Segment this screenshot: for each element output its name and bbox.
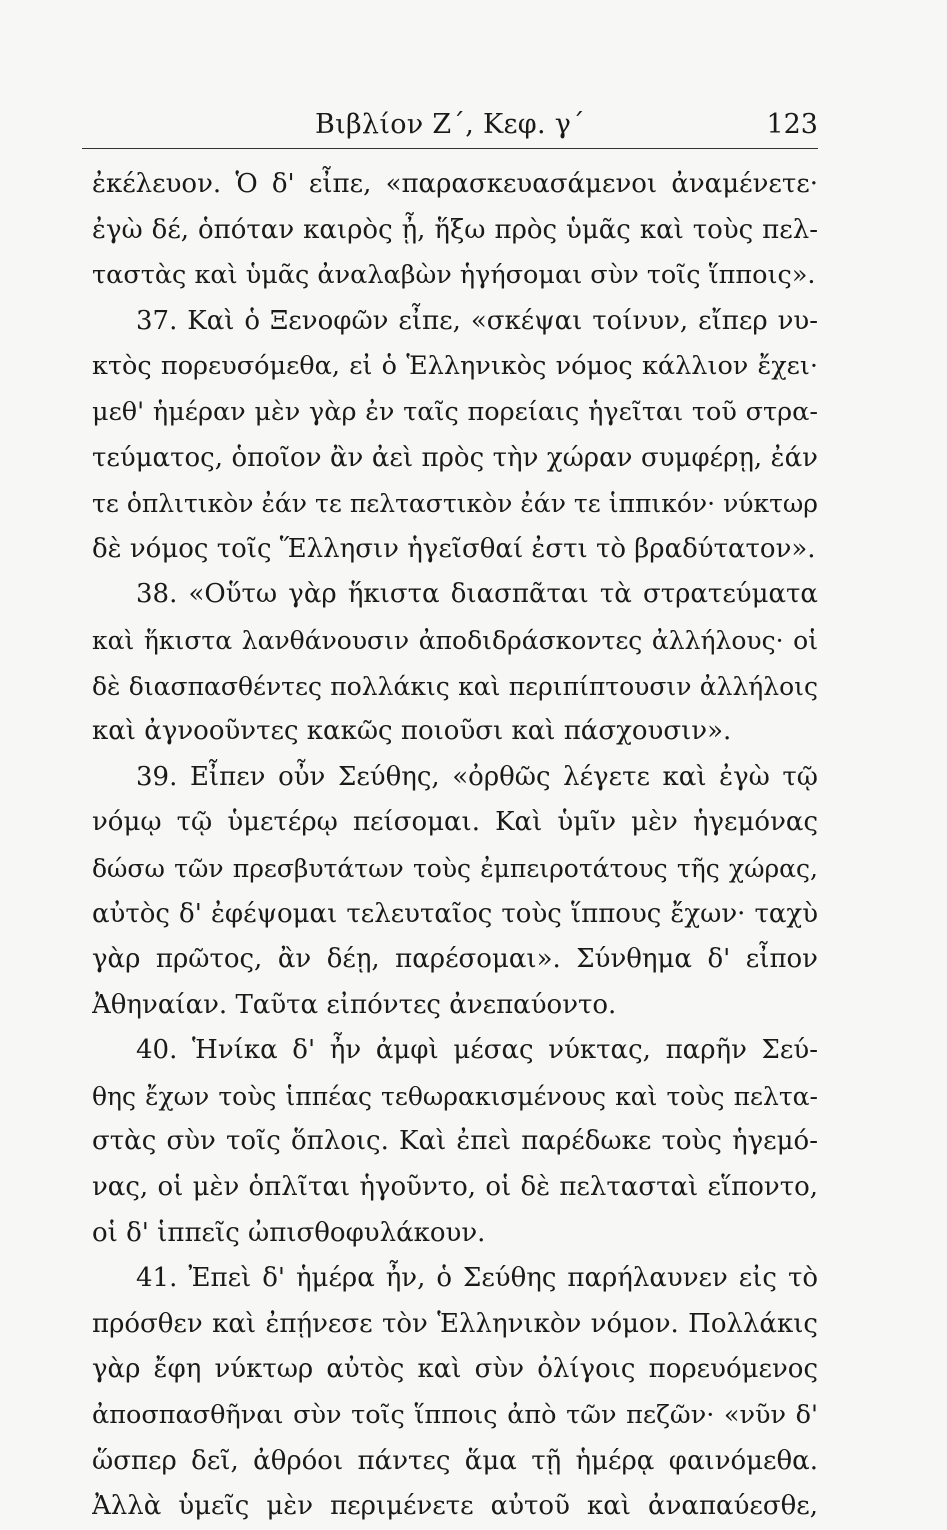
- text-line: γὰρ πρῶτος, ἂν δέῃ, παρέσομαι». Σύνθημα δ' εἶπον: [92, 944, 818, 975]
- text-line: τε ὁπλιτικὸν ἐάν τε πελταστικὸν ἐάν τε ἱππικόν· νύκτωρ: [92, 489, 818, 519]
- text-line: νας, οἱ μὲν ὁπλῖται ἡγοῦντο, οἱ δὲ πελτασταὶ εἵποντο,: [92, 1172, 818, 1203]
- text-line: ἐκέλευον. Ὁ δ' εἶπε, «παρασκευασάμενοι ἀναμένετε·: [92, 169, 818, 199]
- text-line: δώσω τῶν πρεσβυτάτων τοὺς ἐμπειροτάτους τῆς χώρας,: [92, 853, 818, 883]
- running-title: Βιβλίον Ζ΄, Κεφ. γ΄: [315, 109, 585, 140]
- text-line: ταστὰς καὶ ὑμᾶς ἀναλαβὼν ἡγήσομαι σὺν τοῖς ἵπποις».: [92, 260, 816, 291]
- text-line: θης ἔχων τοὺς ἱππέας τεθωρακισμένους καὶ τοὺς πελτα-: [92, 1081, 818, 1111]
- page-number: 123: [766, 109, 818, 140]
- body-text: [92, 162, 818, 1530]
- text-line: 40. Ἡνίκα δ' ἦν ἀμφὶ μέσας νύκτας, παρῆν Σεύ-: [136, 1035, 818, 1066]
- text-line: μεθ' ἡμέραν μὲν γὰρ ἐν ταῖς πορείαις ἡγεῖται τοῦ στρα-: [92, 396, 818, 427]
- text-line: στὰς σὺν τοῖς ὅπλοις. Καὶ ἐπεὶ παρέδωκε τοὺς ἡγεμό-: [92, 1126, 818, 1157]
- text-line: ὥσπερ δεῖ, ἀθρόοι πάντες ἅμα τῇ ἡμέρᾳ φαινόμεθα.: [92, 1445, 818, 1476]
- text-line: 37. Καὶ ὁ Ξενοφῶν εἶπε, «σκέψαι τοίνυν, εἴπερ νυ-: [136, 305, 818, 336]
- text-line: Ἀλλὰ ὑμεῖς μὲν περιμένετε αὐτοῦ καὶ ἀναπαύεσθε,: [92, 1491, 818, 1522]
- text-line: καὶ ἥκιστα λανθάνουσιν ἀποδιδράσκοντες ἀλλήλους· οἱ: [92, 625, 818, 655]
- text-line: 41. Ἐπεὶ δ' ἡμέρα ἦν, ὁ Σεύθης παρήλαυνεν εἰς τὸ: [136, 1263, 818, 1294]
- text-line: κτὸς πορευσόμεθα, εἰ ὁ Ἑλληνικὸς νόμος κάλλιον ἔχει·: [92, 351, 818, 382]
- header-rule: [82, 148, 818, 149]
- text-line: δὲ νόμος τοῖς Ἕλλησιν ἡγεῖσθαί ἐστι τὸ βραδύτατον».: [92, 533, 816, 564]
- text-line: νόμῳ τῷ ὑμετέρῳ πείσομαι. Καὶ ὑμῖν μὲν ἡγεμόνας: [92, 807, 818, 838]
- text-line: αὐτὸς δ' ἐφέψομαι τελευταῖος τοὺς ἵππους ἔχων· ταχὺ: [92, 898, 818, 929]
- page-header: [82, 108, 818, 148]
- text-line: ἀποσπασθῆναι σὺν τοῖς ἵπποις ἀπὸ τῶν πεζῶν· «νῦν δ': [92, 1400, 818, 1431]
- text-line: δὲ διασπασθέντες πολλάκις καὶ περιπίπτουσιν ἀλλήλοις: [92, 671, 818, 701]
- text-line: 38. «Οὕτω γὰρ ἥκιστα διασπᾶται τὰ στρατεύματα: [136, 579, 818, 610]
- text-line: τεύματος, ὁποῖον ἂν ἀεὶ πρὸς τὴν χώραν συμφέρῃ, ἐάν: [92, 442, 818, 473]
- text-line: καὶ ἀγνοοῦντες κακῶς ποιοῦσι καὶ πάσχουσιν».: [92, 716, 732, 747]
- text-line: ἐγὼ δέ, ὁπόταν καιρὸς ᾖ, ἥξω πρὸς ὑμᾶς καὶ τοὺς πελ-: [92, 214, 818, 245]
- text-line: γὰρ ἔφη νύκτωρ αὐτὸς καὶ σὺν ὀλίγοις πορευόμενος: [92, 1354, 818, 1385]
- text-line: οἱ δ' ἱππεῖς ὠπισθοφυλάκουν.: [92, 1217, 486, 1248]
- text-line: Ἀθηναίαν. Ταῦτα εἰπόντες ἀνεπαύοντο.: [92, 989, 617, 1020]
- text-line: πρόσθεν καὶ ἐπῄνεσε τὸν Ἑλληνικὸν νόμον. Πολλάκις: [92, 1308, 818, 1339]
- text-line: 39. Εἶπεν οὖν Σεύθης, «ὀρθῶς λέγετε καὶ ἐγὼ τῷ: [136, 761, 818, 792]
